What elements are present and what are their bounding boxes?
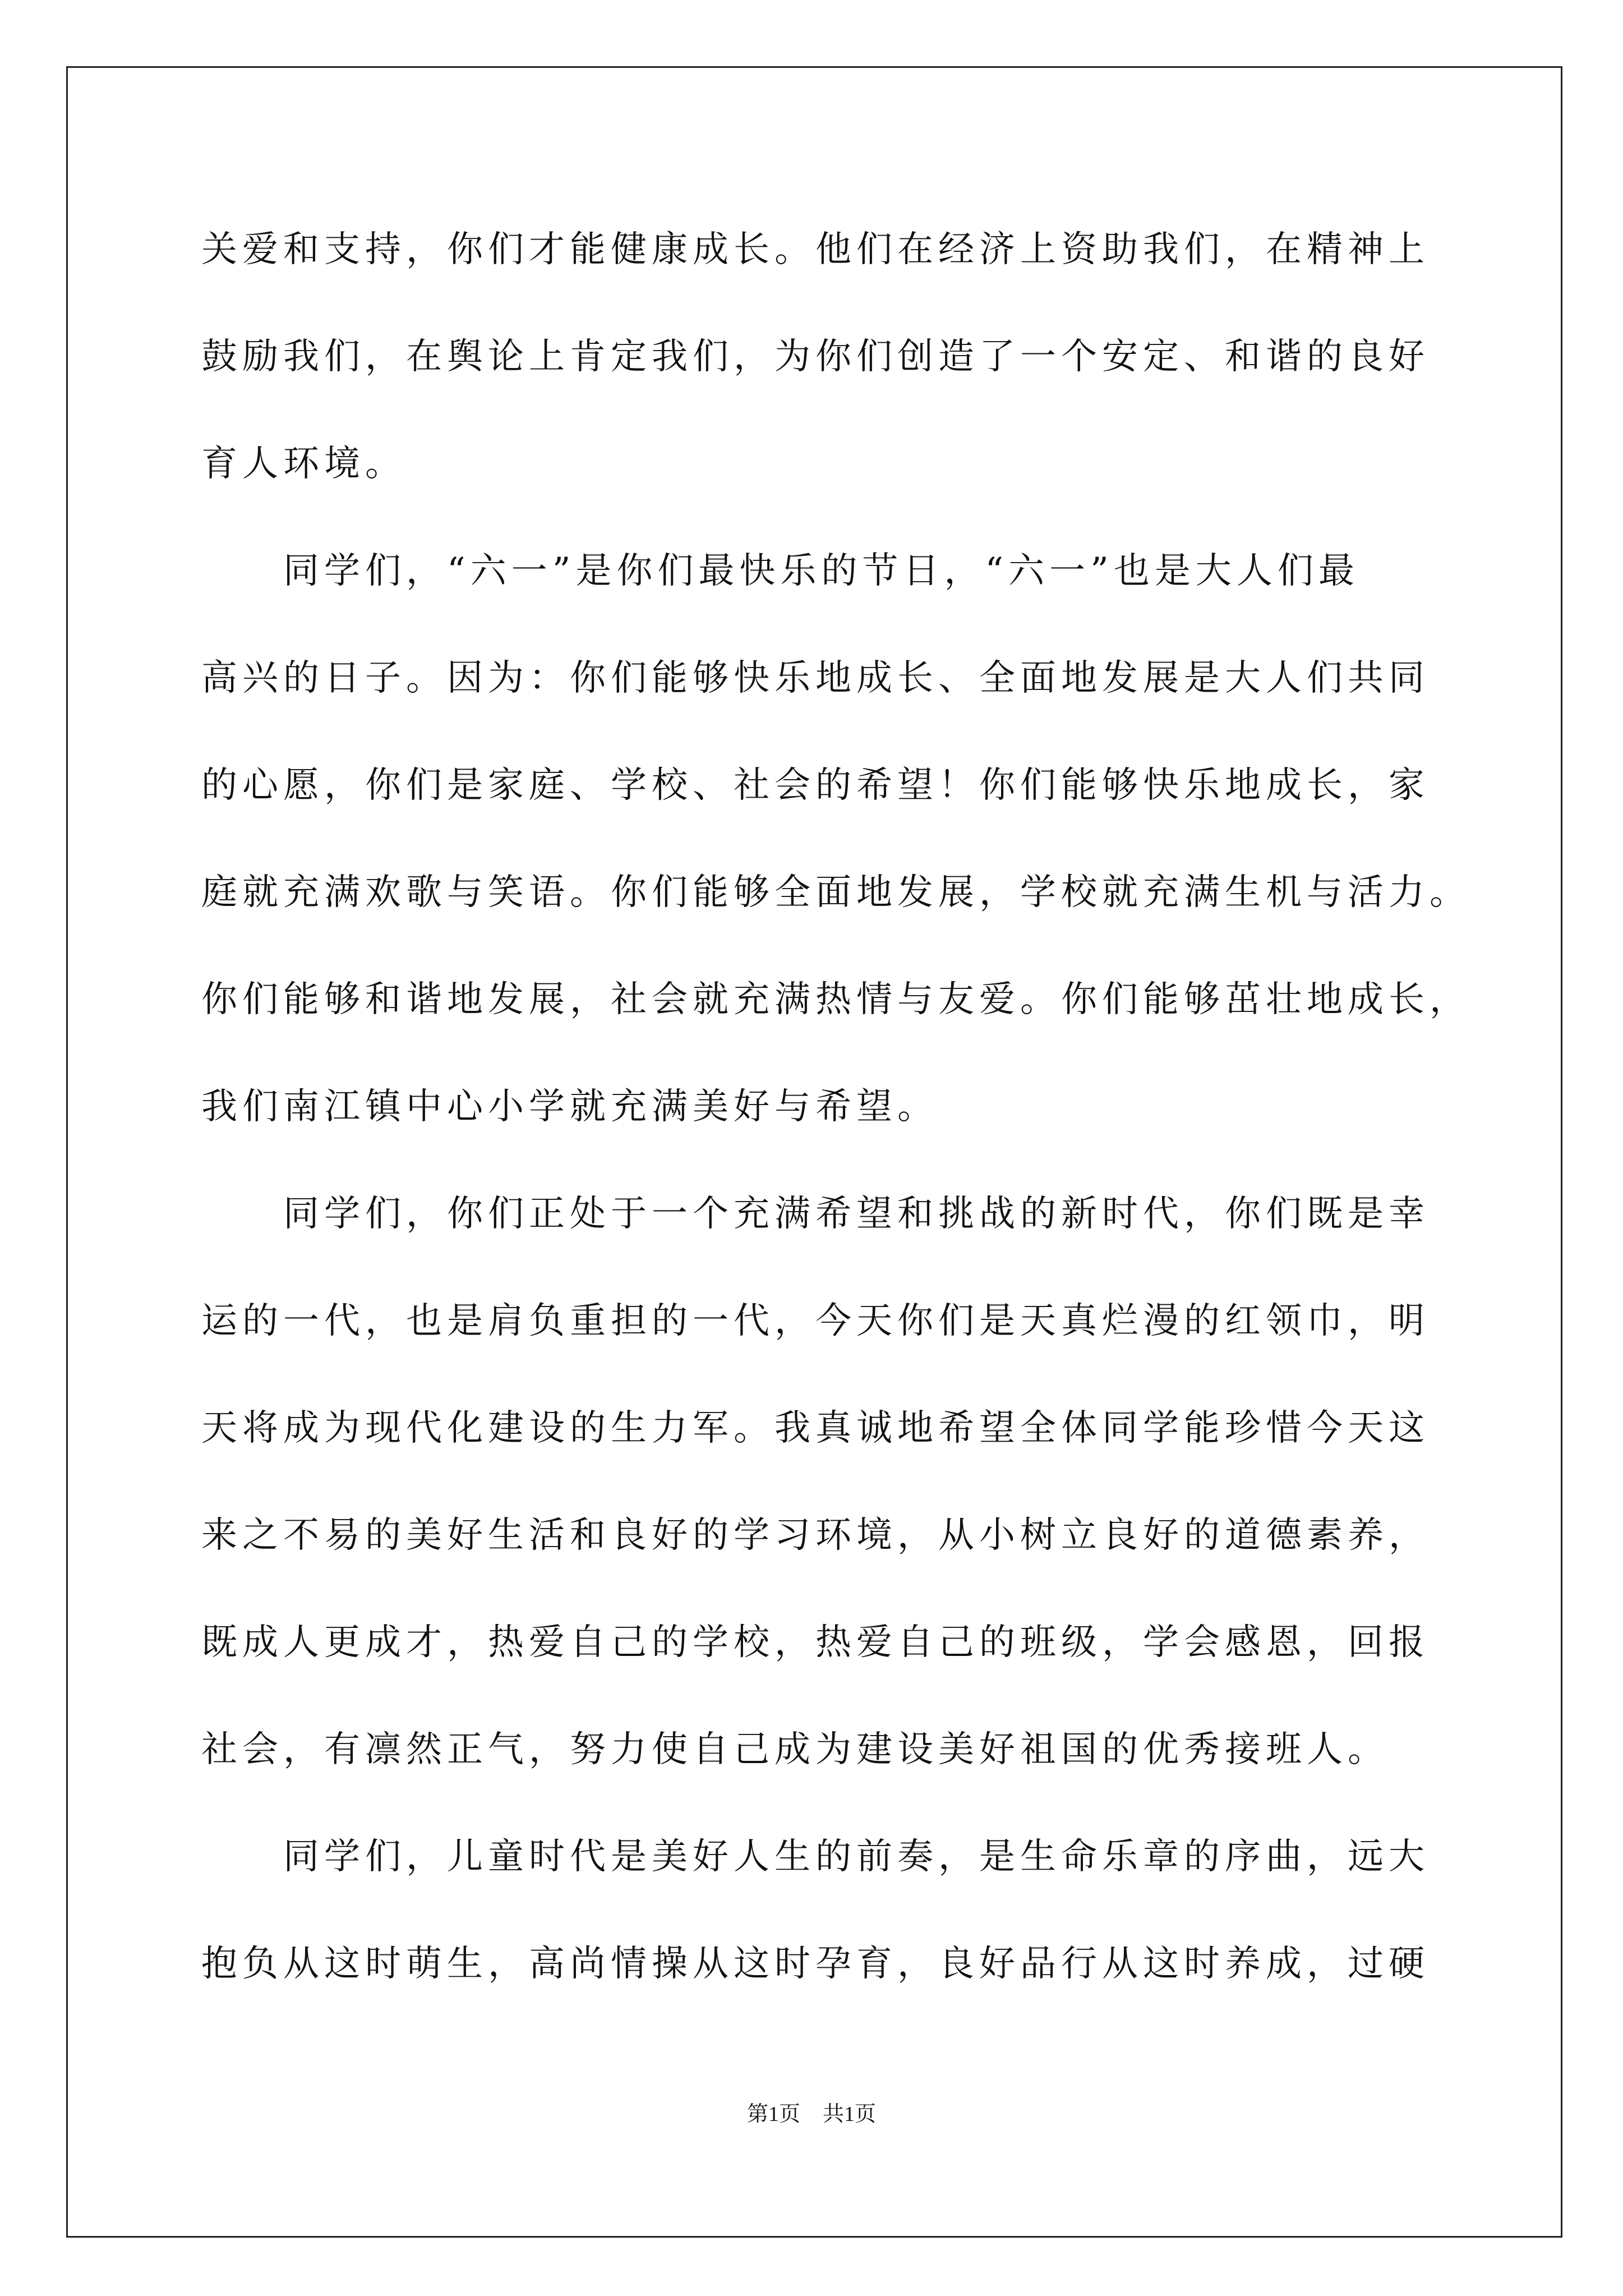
- text-line: 同学们，儿童时代是美好人生的前奏，是生命乐章的序曲，远大: [283, 1836, 1430, 1878]
- text-line: 同学们，“六一”是你们最快乐的节日，“六一”也是大人们最: [283, 550, 1359, 592]
- text-line: 运的一代，也是肩负重担的一代，今天你们是天真烂漫的红领巾，明: [201, 1300, 1430, 1342]
- document-body: [201, 196, 1536, 2018]
- paragraph: [201, 1803, 1536, 2018]
- text-line: 既成人更成才，热爱自己的学校，热爱自己的班级，学会感恩，回报: [201, 1622, 1430, 1663]
- text-line: 来之不易的美好生活和良好的学习环境，从小树立良好的道德素养，: [201, 1515, 1430, 1556]
- paragraph: [201, 518, 1536, 1161]
- paragraph: [201, 196, 1536, 518]
- text-line: 同学们，你们正处于一个充满希望和挑战的新时代，你们既是幸: [283, 1193, 1430, 1235]
- text-line: 天将成为现代化建设的生力军。我真诚地希望全体同学能珍惜今天这: [201, 1407, 1430, 1449]
- text-line: 抱负从这时萌生，高尚情操从这时孕育，良好品行从这时养成，过硬: [201, 1943, 1430, 1985]
- page-footer: [0, 2100, 1623, 2128]
- page-total-label: 共1页: [823, 2102, 877, 2126]
- text-line: 育人环境。: [201, 443, 406, 485]
- text-line: 庭就充满欢歌与笑语。你们能够全面地发展，学校就充满生机与活力。: [201, 872, 1470, 913]
- text-line: 关爱和支持，你们才能健康成长。他们在经济上资助我们，在精神上: [201, 229, 1430, 270]
- text-line: 你们能够和谐地发展，社会就充满热情与友爱。你们能够茁壮地成长，: [201, 979, 1470, 1020]
- text-line: 我们南江镇中心小学就充满美好与希望。: [201, 1086, 938, 1128]
- paragraph: [201, 1161, 1536, 1803]
- text-line: 鼓励我们，在舆论上肯定我们，为你们创造了一个安定、和谐的良好: [201, 336, 1430, 378]
- page-number-label: 第1页: [746, 2102, 800, 2126]
- text-line: 社会，有凛然正气，努力使自己成为建设美好祖国的优秀接班人。: [201, 1729, 1389, 1770]
- text-line: 的心愿，你们是家庭、学校、社会的希望！你们能够快乐地成长，家: [201, 765, 1430, 806]
- text-line: 高兴的日子。因为：你们能够快乐地成长、全面地发展是大人们共同: [201, 657, 1430, 699]
